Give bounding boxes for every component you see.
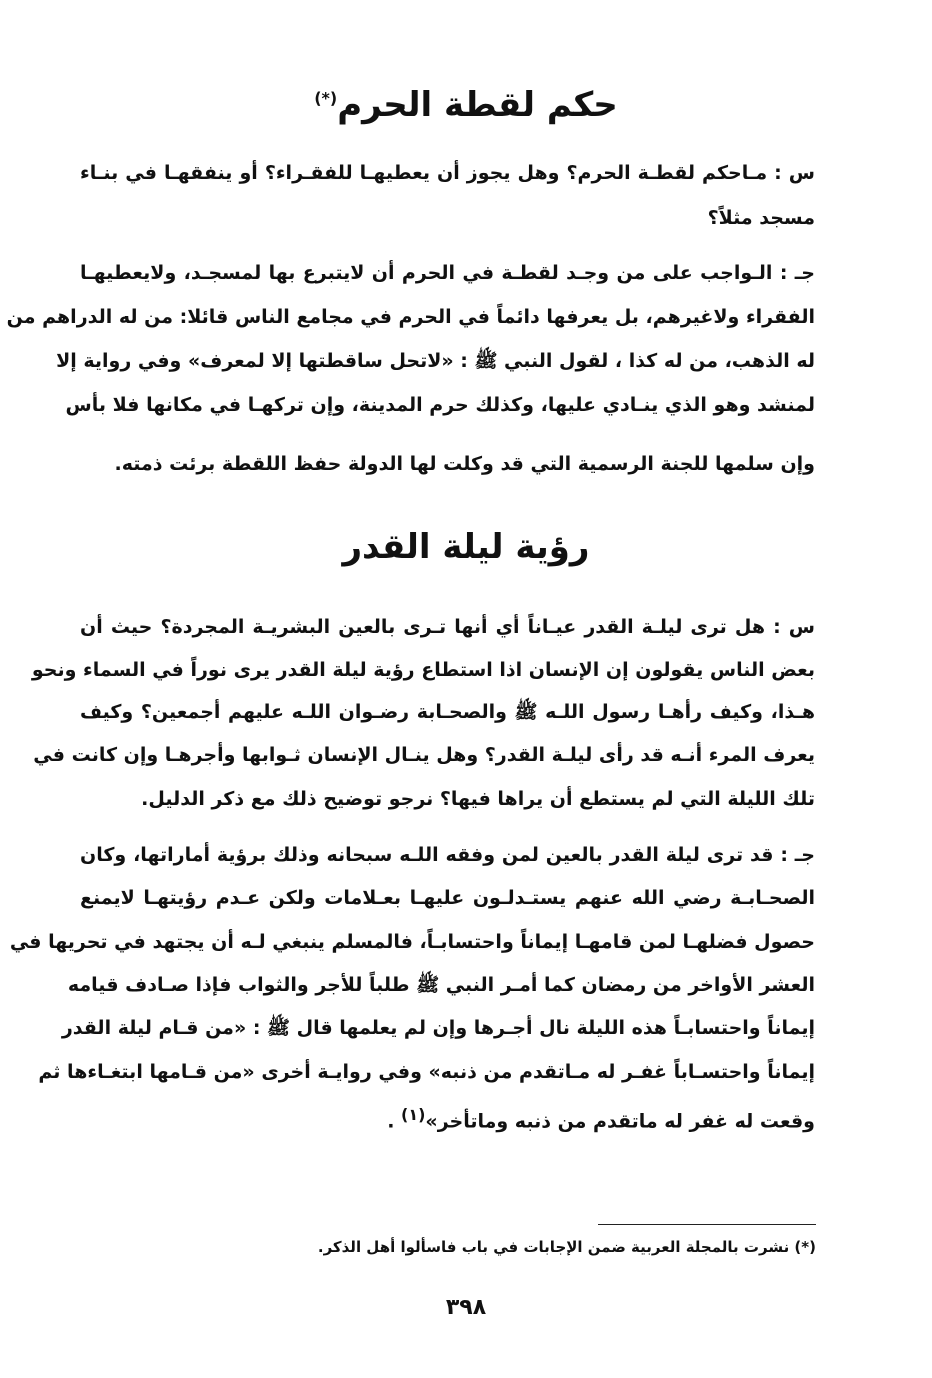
question-line: مسجد مثلاً؟ xyxy=(707,207,815,229)
section-title-laylat-al-qadr: رؤية ليلة القدر xyxy=(342,527,590,567)
answer-line: إيماناً واحتسـاباً غفـر له مـاتقدم من ذنبه» وفي روايـة أخرى «من قـامها ابتغـاءها ثم xyxy=(38,1061,815,1083)
answer-line: له الذهب، من له كذا ، لقول النبي ﷺ : «لاتحل ساقطتها إلا لمعرف» وفي رواية إلا xyxy=(56,350,815,372)
answer-line: حصول فضلهـا لمن قامهـا إيماناً واحتسابـاً، فالمسلم ينبغي لـه أن يجتهد في تحريها في xyxy=(9,931,815,953)
question-line: س : هل ترى ليلـة القدر عيـاناً أي أنها تـرى بالعين البشريـة المجردة؟ حيث أن xyxy=(80,616,815,638)
question-line: هـذا، وكيف رأهـا رسول اللـه ﷺ والصحـابة رضـوان اللـه عليهم أجمعين؟ وكيف xyxy=(80,701,815,723)
answer-line: وإن سلمها للجنة الرسمية التي قد وكلت لها الدولة حفظ اللقطة برئت ذمته. xyxy=(114,453,815,475)
answer-line: الفقراء ولاغيرهم، بل يعرفها دائماً في الحرم في مجامع الناس قائلا: من له الدراهم من xyxy=(6,306,815,328)
question-line: س : مـاحكم لقطـة الحرم؟ وهل يجوز أن يعطيهـا للفقـراء؟ أو ينفقهـا في بنـاء xyxy=(80,162,815,184)
question-line: يعرف المرء أنـه قد رأى ليلـة القدر؟ وهل ينـال الإنسان ثـوابها وأجرهـا وإن كانت في xyxy=(33,744,815,766)
title-footnote-mark: (*) xyxy=(314,88,338,108)
footnote-divider xyxy=(598,1224,816,1225)
title-text: حكم لقطة الحرم xyxy=(337,85,618,125)
end-period: . xyxy=(387,1110,395,1133)
answer-text: وقعت له غفر له ماتقدم من ذنبه وماتأخر» xyxy=(425,1110,815,1133)
question-line: بعض الناس يقولون إن الإنسان اذا استطاع رؤية ليلة القدر يرى نوراً في السماء ونحو xyxy=(31,659,815,681)
answer-line: الصحـابـة رضي الله عنهم يستـدلـون عليهـا بعـلامات ولكن عـدم رؤيتهـا لايمنع xyxy=(80,887,815,909)
answer-line: لمنشد وهو الذي ينـادي عليها، وكذلك حرم المدينة، وإن تركهـا في مكانها فلا بأس xyxy=(65,394,815,416)
answer-line: جـ : قد ترى ليلة القدر بالعين لمن وفقه اللـه سبحانه وذلك برؤية أماراتها، وكان xyxy=(80,844,815,866)
answer-line: جـ : الـواجب على من وجـد لقطـة في الحرم أن لايتبرع بها لمسجـد، ولايعطيهـا xyxy=(80,262,815,284)
answer-line: إيماناً واحتسابـاً هذه الليلة نال أجـرها وإن لم يعلمها قال ﷺ : «من قـام ليلة القدر xyxy=(61,1017,815,1039)
answer-line: العشر الأواخر من رمضان كما أمـر النبي ﷺ طلباً للأجر والثواب فإذا صـادف قيامه xyxy=(67,974,815,996)
question-line: تلك الليلة التي لم يستطع أن يراها فيها؟ نرجو توضيح ذلك مع ذكر الدليل. xyxy=(141,788,815,810)
footnote-ref: (١) xyxy=(401,1105,426,1124)
section-title-lost-property xyxy=(0,85,932,125)
answer-line-final xyxy=(80,1100,815,1133)
footnote: (*) نشرت بالمجلة العربية ضمن الإجابات في باب فاسألوا أهل الذكر. xyxy=(317,1238,816,1256)
page-number: ٣٩٨ xyxy=(445,1295,487,1320)
